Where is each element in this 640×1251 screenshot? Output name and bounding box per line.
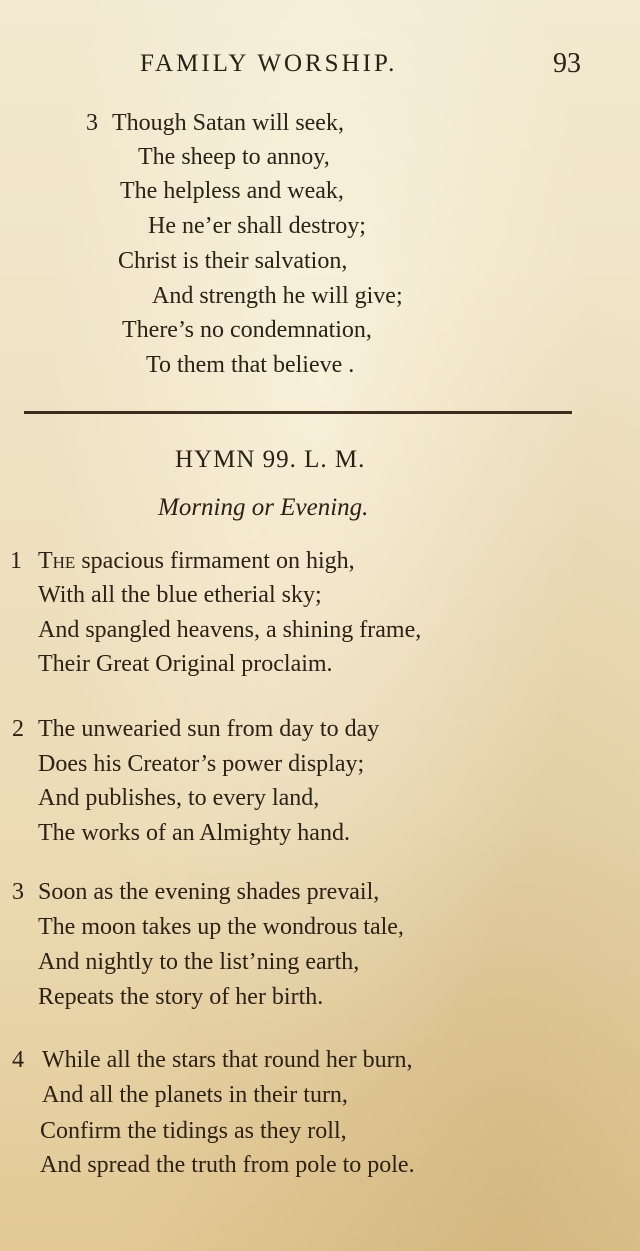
hymn-heading: HYMN 99. L. M. [175, 446, 366, 473]
verse-line: And spangled heavens, a shining frame, [38, 617, 422, 643]
verse-line: The moon takes up the wondrous tale, [38, 914, 404, 940]
verse-line-rest: spacious firmament on high, [75, 548, 355, 574]
verse-line: Confirm the tidings as they roll, [40, 1118, 347, 1144]
verse-line: And all the planets in their turn, [42, 1082, 348, 1108]
verse-line: Does his Creator’s power display; [38, 751, 365, 777]
page-number: 93 [553, 48, 581, 79]
verse-line: And spread the truth from pole to pole. [40, 1152, 415, 1178]
first-word: The [38, 548, 76, 574]
stanza-number: 4 [12, 1047, 24, 1073]
verse-line: Repeats the story of her birth. [38, 984, 324, 1010]
page-header [0, 44, 640, 84]
verse-line: To them that believe . [146, 352, 355, 378]
verse-line: He ne’er shall destroy; [148, 213, 366, 239]
stanza-number: 3 [12, 879, 24, 905]
verse-line: With all the blue etherial sky; [38, 582, 322, 608]
verse-line: Their Great Original proclaim. [38, 651, 333, 677]
verse-line: And publishes, to every land, [38, 785, 320, 811]
verse-line: Though Satan will seek, [112, 110, 344, 136]
verse-line: The works of an Almighty hand. [38, 820, 350, 846]
verse-line: And strength he will give; [152, 283, 403, 309]
stanza-number: 1 [10, 548, 22, 574]
stanza-number: 3 [86, 110, 98, 136]
verse-line: There’s no condemnation, [122, 317, 372, 343]
verse-line: The unwearied sun from day to day [38, 716, 380, 742]
stanza-number: 2 [12, 716, 24, 742]
verse-line: Christ is their salvation, [118, 248, 348, 274]
verse-line [38, 548, 355, 575]
verse-line: And nightly to the list’ning earth, [38, 949, 360, 975]
verse-line: The sheep to annoy, [138, 144, 330, 170]
verse-line: Soon as the evening shades prevail, [38, 879, 380, 905]
verse-line: The helpless and weak, [120, 178, 344, 204]
section-divider [24, 411, 572, 414]
running-title: FAMILY WORSHIP. [140, 50, 398, 77]
hymn-subtitle: Morning or Evening. [158, 494, 369, 521]
verse-line: While all the stars that round her burn, [42, 1047, 413, 1073]
